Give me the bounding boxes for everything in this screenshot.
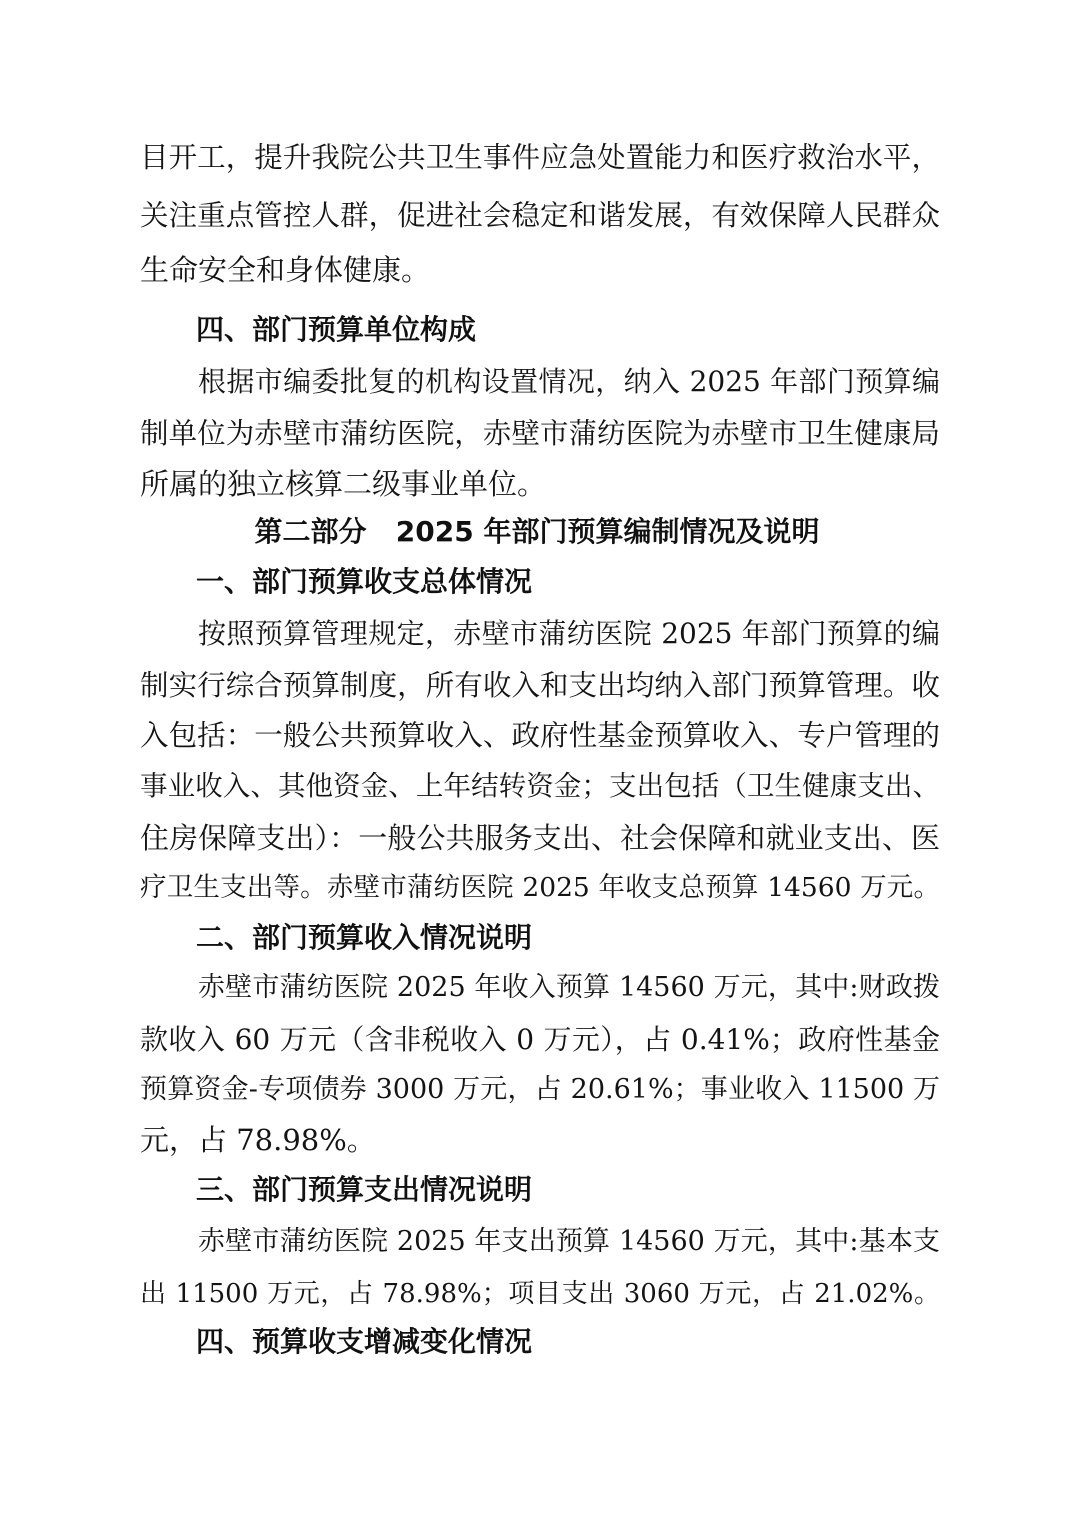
income-line-3: 预算资金-专项债券 3000 万元，占 20.61%；事业收入 11500 万: [140, 1074, 940, 1105]
section-heading-income: 二、部门预算收入情况说明: [196, 921, 533, 954]
expense-line-1: 赤壁市蒲纺医院 2025 年支出预算 14560 万元，其中:基本支: [198, 1226, 940, 1257]
overview-line-5: 住房保障支出）：一般公共服务支出、社会保障和就业支出、医: [140, 821, 940, 855]
expense-line-2: 出 11500 万元，占 78.98%；项目支出 3060 万元，占 21.02%。: [140, 1279, 940, 1309]
income-line-4: 元，占 78.98%。: [140, 1123, 376, 1157]
intro-line-2: 关注重点管控人群，促进社会稳定和谐发展，有效保障人民群众: [140, 199, 940, 232]
section-heading-expense: 三、部门预算支出情况说明: [196, 1173, 533, 1206]
overview-line-2: 制实行综合预算制度，所有收入和支出均纳入部门预算管理。收: [140, 669, 940, 702]
units-line-1: 根据市编委批复的机构设置情况，纳入 2025 年部门预算编: [198, 365, 940, 398]
section-heading-overview: 一、部门预算收支总体情况: [196, 565, 533, 598]
overview-line-3: 入包括：一般公共预算收入、政府性基金预算收入、专户管理的: [140, 719, 940, 752]
income-line-1: 赤壁市蒲纺医院 2025 年收入预算 14560 万元，其中:财政拨: [198, 972, 940, 1003]
part-two-title: 第二部分 2025 年部门预算编制情况及说明: [254, 515, 820, 548]
units-line-2: 制单位为赤壁市蒲纺医院，赤壁市蒲纺医院为赤壁市卫生健康局: [140, 417, 940, 450]
overview-line-1: 按照预算管理规定，赤壁市蒲纺医院 2025 年部门预算的编: [198, 617, 940, 650]
section-heading-change: 四、预算收支增减变化情况: [196, 1325, 533, 1358]
units-line-3: 所属的独立核算二级事业单位。: [140, 467, 547, 501]
overview-line-6: 疗卫生支出等。赤壁市蒲纺医院 2025 年收支总预算 14560 万元。: [140, 872, 940, 903]
income-line-2: 款收入 60 万元（含非税收入 0 万元），占 0.41%；政府性基金: [140, 1023, 940, 1056]
section-heading-units: 四、部门预算单位构成: [196, 313, 477, 346]
intro-line-1: 目开工，提升我院公共卫生事件应急处置能力和医疗救治水平，: [140, 141, 940, 174]
intro-line-3: 生命安全和身体健康。: [140, 253, 431, 287]
overview-line-4: 事业收入、其他资金、上年结转资金；支出包括（卫生健康支出、: [140, 770, 940, 802]
